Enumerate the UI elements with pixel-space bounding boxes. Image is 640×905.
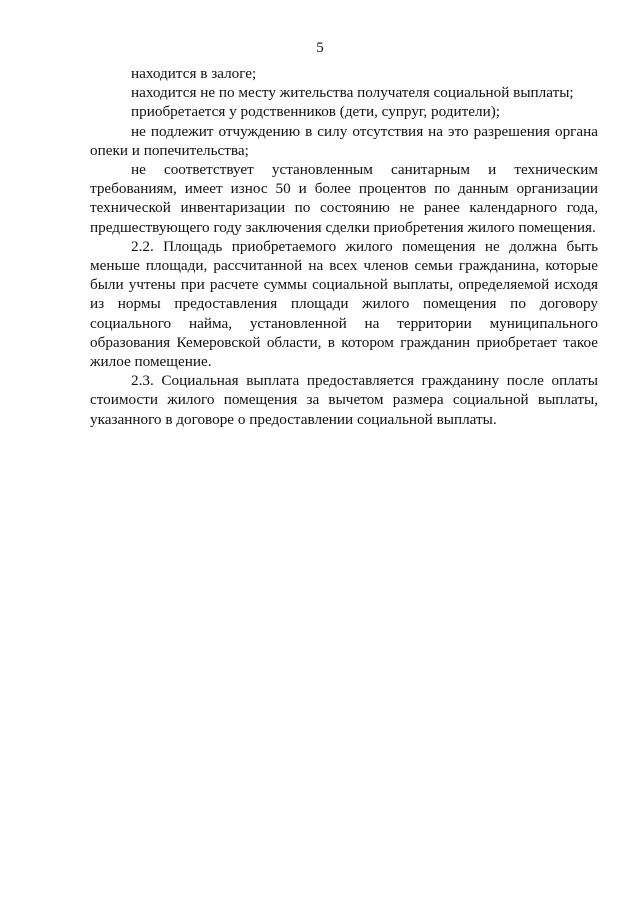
paragraph-2-2-area: 2.2. Площадь приобретаемого жилого помещения не должна быть меньше площади, рассчитанной на всех членов семьи гражданина, которые были учтены при расчете суммы социальной выплаты, определяемой исходя из нормы предоставления площади жилого помещения по договору социального найма, установленной на территории муниципального образования Кемеровской области, в котором гражданин приобретает такое жилое помещение.	[90, 237, 598, 371]
paragraph-2-3-payment: 2.3. Социальная выплата предоставляется гражданину после оплаты стоимости жилого помещения за вычетом размера социальной выплаты, указанного в договоре о предоставлении социальной выплаты.	[90, 372, 598, 428]
paragraph-pledged: находится в залоге;	[131, 65, 257, 82]
paragraph-relatives: приобретается у родственников (дети, супруг, родители);	[131, 103, 500, 121]
document-body	[90, 64, 598, 429]
paragraph-residence: находится не по месту жительства получателя социальной выплаты;	[131, 84, 574, 102]
page-number: 5	[316, 40, 324, 56]
paragraph-guardianship: не подлежит отчуждению в силу отсутствия на это разрешения органа опеки и попечительства;	[90, 122, 598, 159]
paragraph-technical-requirements: не соответствует установленным санитарным и техническим требованиям, имеет износ 50 и более процентов по данным организации технической инвентаризации по состоянию не ранее календарного года, предшествующего году заключения сделки приобретения жилого помещения.	[90, 161, 598, 236]
